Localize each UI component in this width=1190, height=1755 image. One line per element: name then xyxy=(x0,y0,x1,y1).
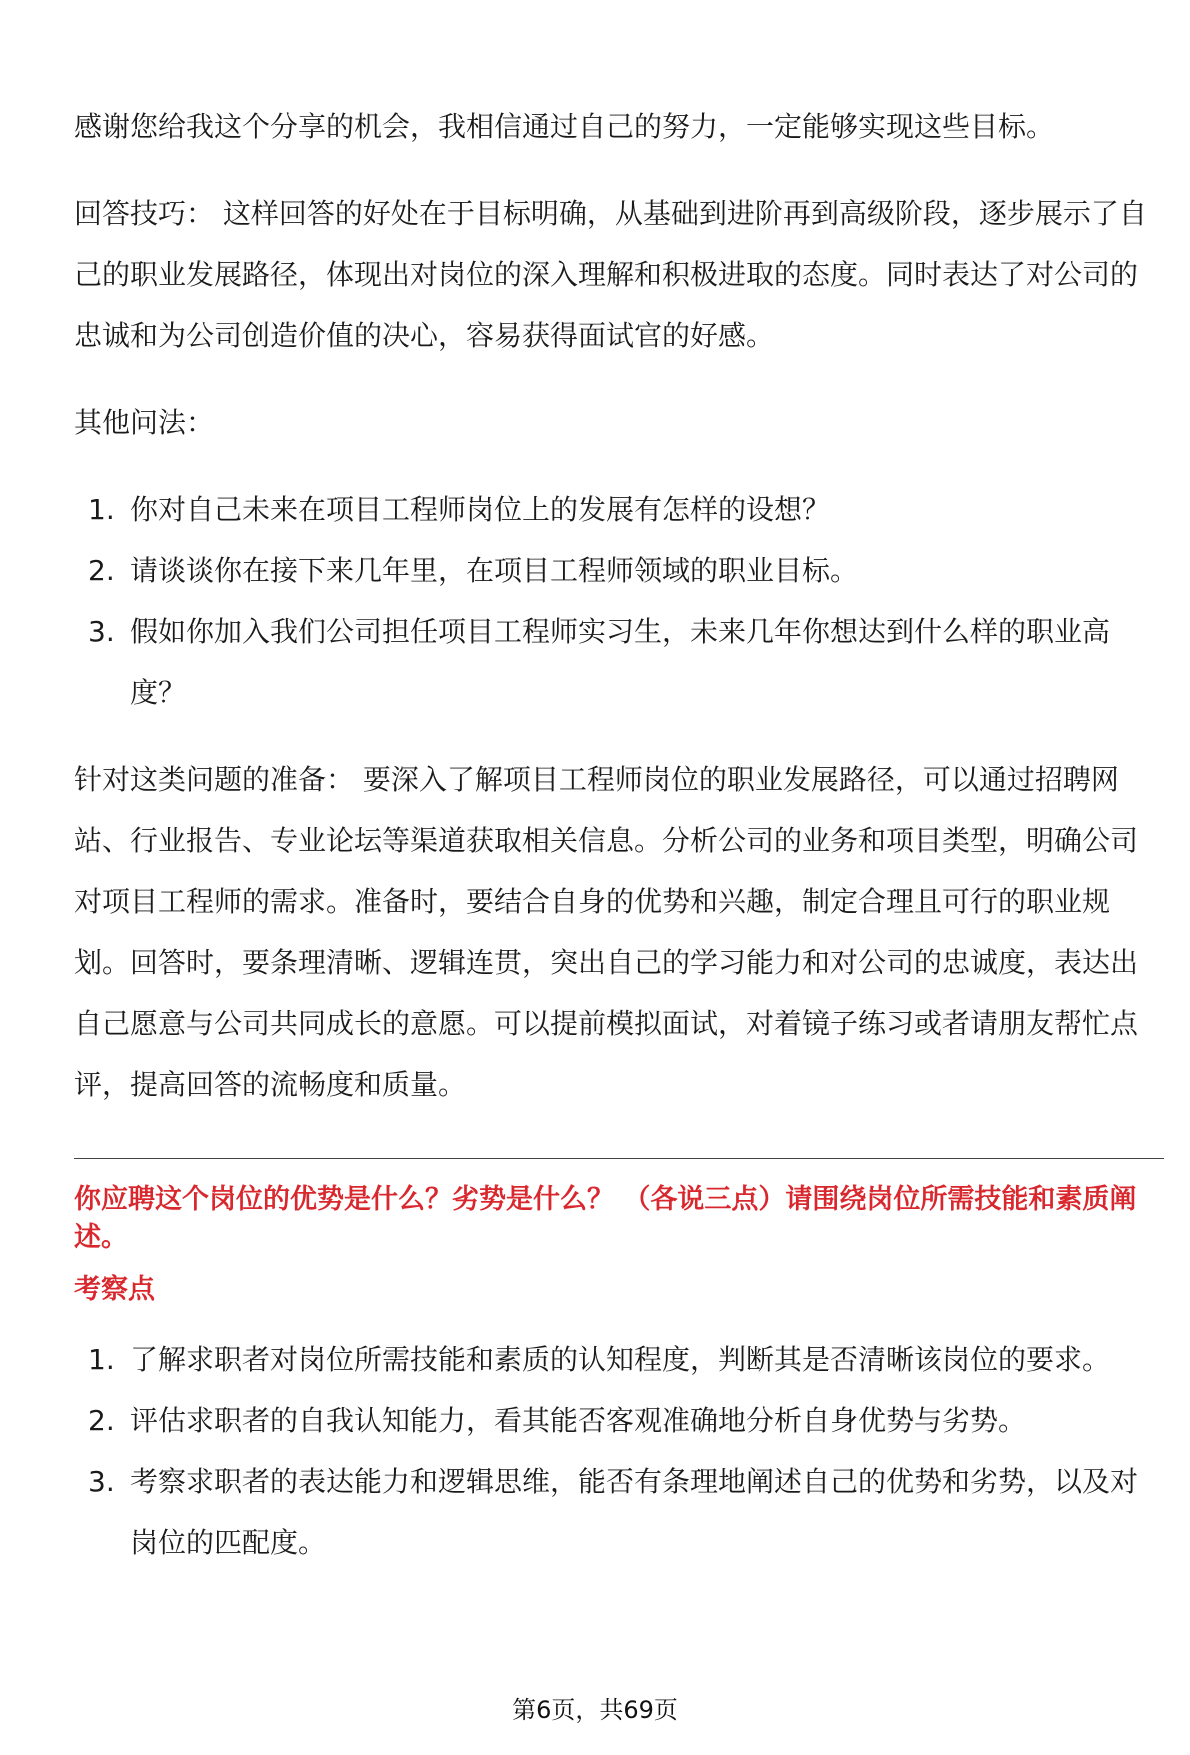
list-item: 3. 考察求职者的表达能力和逻辑思维，能否有条理地阐述自己的优势和劣势，以及对岗位的匹配度。 xyxy=(88,1465,1139,1559)
list-item: 1. 你对自己未来在项目工程师岗位上的发展有怎样的设想？ xyxy=(88,493,831,526)
focus-points-list xyxy=(74,1329,1164,1573)
list-item: 2. 评估求职者的自我认知能力，看其能否客观准确地分析自身优势与劣势。 xyxy=(88,1404,1027,1437)
intro-paragraph: 感谢您给我这个分享的机会，我相信通过自己的努力，一定能够实现这些目标。 xyxy=(74,110,1055,143)
list-item: 2. 请谈谈你在接下来几年里，在项目工程师领域的职业目标。 xyxy=(88,554,859,587)
focus-label: 考察点 xyxy=(74,1274,155,1305)
list-item: 1. 了解求职者对岗位所需技能和素质的认知程度，判断其是否清晰该岗位的要求。 xyxy=(88,1343,1111,1376)
list-item: 3. 假如你加入我们公司担任项目工程师实习生，未来几年你想达到什么样的职业高度？ xyxy=(88,615,1111,709)
other-questions-label: 其他问法： xyxy=(74,406,215,439)
answer-tips-paragraph: 回答技巧： 这样回答的好处在于目标明确，从基础到进阶再到高级阶段，逐步展示了自己的职业发展路径，体现出对岗位的深入理解和积极进取的态度。同时表达了对公司的忠诚和为公司创造价值的决心，容易获得面试官的好感。 xyxy=(74,197,1147,352)
page-footer: 第6页，共69页 xyxy=(512,1696,678,1724)
other-questions-list xyxy=(74,479,1164,723)
section-divider xyxy=(74,1158,1164,1159)
preparation-paragraph: 针对这类问题的准备： 要深入了解项目工程师岗位的职业发展路径，可以通过招聘网站、行业报告、专业论坛等渠道获取相关信息。分析公司的业务和项目类型，明确公司对项目工程师的需求。准备时，要结合自身的优势和兴趣，制定合理且可行的职业规划。回答时，要条理清晰、逻辑连贯，突出自己的学习能力和对公司的忠诚度，表达出自己愿意与公司共同成长的意愿。可以提前模拟面试，对着镜子练习或者请朋友帮忙点评，提高回答的流畅度和质量。 xyxy=(74,763,1139,1101)
question-heading: 你应聘这个岗位的优势是什么？劣势是什么？ （各说三点）请围绕岗位所需技能和素质阐述。 xyxy=(74,1184,1137,1253)
document-content xyxy=(74,96,1164,1573)
